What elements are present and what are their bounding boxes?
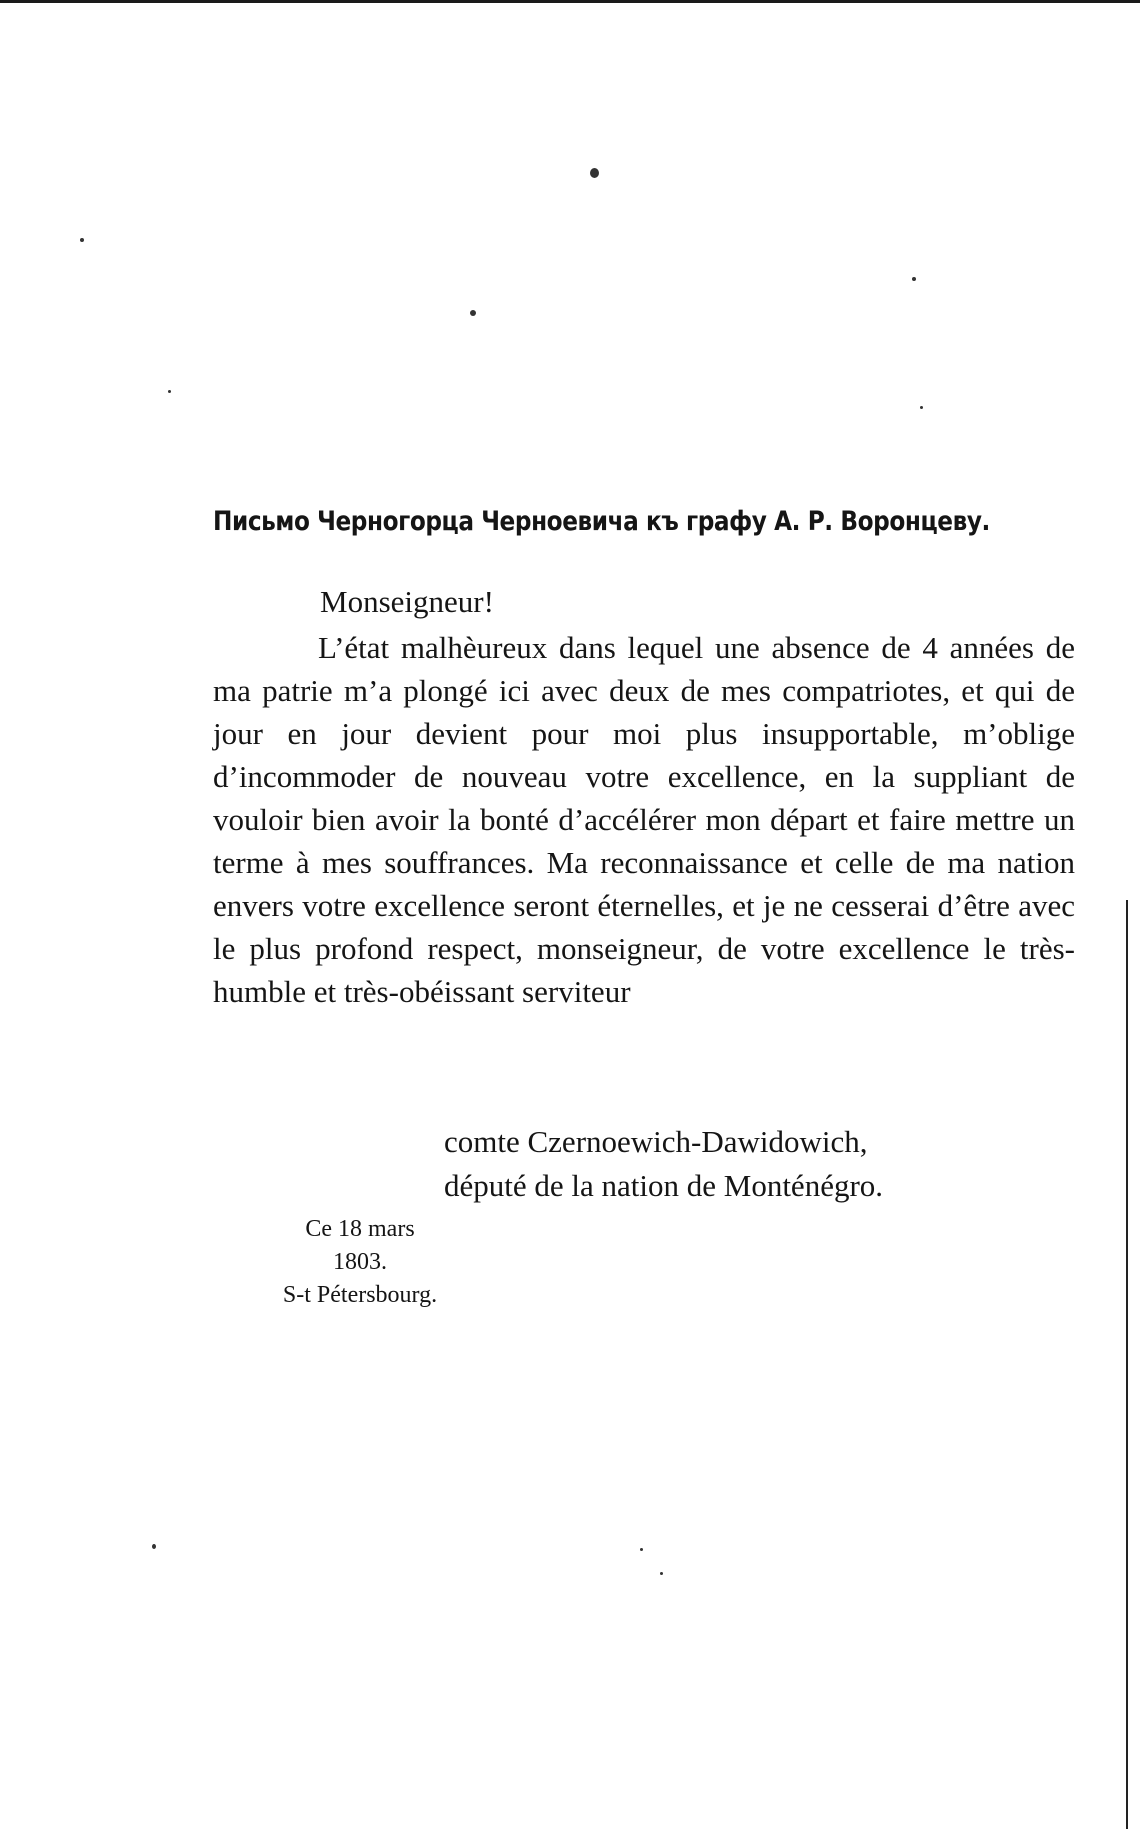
letter-signature [444, 1120, 883, 1208]
scan-speck [660, 1572, 663, 1575]
dateline-line: 1803. [333, 1249, 387, 1275]
signature-line: député de la nation de Monténégro. [444, 1168, 884, 1203]
letter-dateline [240, 1213, 480, 1312]
scan-speck [152, 1544, 156, 1549]
scan-speck [168, 390, 171, 393]
letter-heading: Письмо Черногорца Черноевича къ графу А. Р. Воронцеву. [213, 506, 990, 537]
scan-speck [912, 277, 916, 281]
scan-speck [80, 238, 84, 242]
signature-line: comte Czernoewich-Dawidowich, [444, 1124, 868, 1159]
scan-top-rule [0, 0, 1140, 3]
letter-body: L’état malhèureux dans lequel une absence de 4 années de ma patrie m’a plongé ici avec deux de mes compatriotes, et qui de jour en jour devient pour moi plus insupportable, m’oblige d’incommoder de nouveau votre excellence, en la suppliant de vouloir bien avoir la bonté d’accélérer mon départ et faire mettre un terme à mes souffrances. Ma reconnaissance et celle de ma nation envers votre excellence seront éternelles, et je ne cesserai d’être avec le plus profond respect, monseigneur, de votre excellence le très-humble et très-obéissant serviteur [213, 630, 1075, 1009]
scan-page-edge [1126, 900, 1128, 1829]
scan-speck [920, 406, 923, 409]
dateline-line: S-t Pétersbourg. [282, 1282, 438, 1308]
scan-speck [470, 310, 476, 316]
dateline-line: Ce 18 mars [305, 1216, 415, 1242]
letter-salutation: Monseigneur! [320, 584, 494, 619]
scan-speck [590, 168, 599, 178]
scan-speck [640, 1548, 643, 1551]
